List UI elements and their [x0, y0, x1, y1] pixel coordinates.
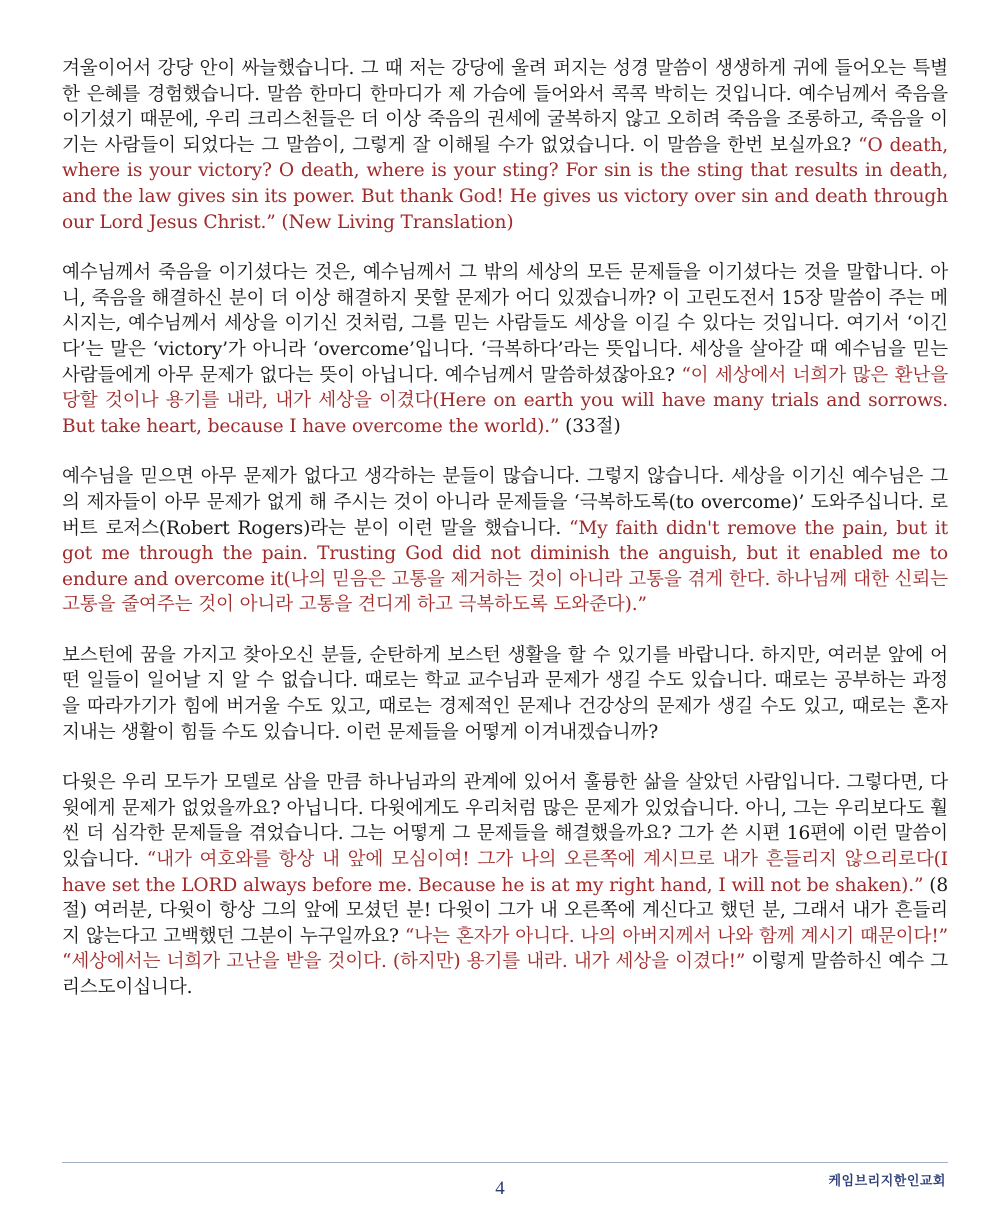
body-text: (33절): [559, 415, 621, 437]
scripture-quote: “My faith didn't remove the pain, but it got me through the pain. Trusting God did not diminish the anguish, but it enabled me to endure and overcome it(나의 믿음은 고통을 제거하는 것이 아니라 고통을 겪게 한다. 하나님께 대한 신뢰는 고통을 줄여주는 것이 아니라 고통을 견디게 하고 극복하도록 도와준다).”: [62, 517, 949, 616]
footer-divider: [62, 1162, 948, 1163]
paragraph: [62, 770, 948, 1000]
paragraph: [62, 56, 948, 235]
body-text: 이렇게 말씀하신 예수 그리스도이십니다.: [62, 951, 948, 998]
page-number: 4: [495, 1178, 505, 1199]
document-body: [62, 56, 948, 1026]
body-text: 겨울이어서 강당 안이 싸늘했습니다. 그 때 저는 강당에 울려 퍼지는 성경 말씀이 생생하게 귀에 들어오는 특별한 은혜를 경험했습니다. 말씀 한마디 한마디가 제 가슴에 들어와서 콕콕 박히는 것입니다. 예수님께서 죽음을 이기셨기 때문에, 우리 크리스천들은 더 이상 죽음의 권세에 굴복하지 않고 오히려 죽음을 조롱하고, 죽음을 이기는 사람들이 되었다는 그 말씀이, 그렇게 잘 이해될 수가 없었습니다. 이 말씀을 한번 보실까요?: [62, 58, 948, 156]
body-text: 예수님을 믿으면 아무 문제가 없다고 생각하는 분들이 많습니다. 그렇지 않습니다. 세상을 이기신 예수님은 그의 제자들이 아무 문제가 없게 해 주시는 것이 아니라 문제들을 ‘극복하도록(to overcome)’ 도와주십니다. 로버트 로저스(Robert Rogers)라는 분이 이런 말을 했습니다.: [62, 466, 948, 539]
paragraph: [62, 643, 948, 745]
body-text: (8절) 여러분, 다윗이 항상 그의 앞에 모셨던 분! 다윗이 그가 내 오른쪽에 계신다고 했던 분, 그래서 내가 흔들리지 않는다고 고백했던 그분이 누구일까요?: [62, 874, 948, 947]
church-name: 케임브리지한인교회: [828, 1174, 946, 1189]
scripture-quote: “내가 여호와를 항상 내 앞에 모심이여! 그가 나의 오른쪽에 계시므로 내가 흔들리지 않으리로다(I have set the LORD always before me. Because he is at my right hand, I will not be shaken).”: [62, 849, 948, 896]
scripture-quote: “나는 혼자가 아니다. 나의 아버지께서 나와 함께 계시기 때문이다!” “세상에서는 너희가 고난을 받을 것이다. (하지만) 용기를 내라. 내가 세상을 이겼다!”: [62, 925, 949, 973]
paragraph: [62, 464, 948, 618]
scripture-quote: “이 세상에서 너희가 많은 환난을 당할 것이나 용기를 내라, 내가 세상을 이겼다(Here on earth you will have many trials and sorrows. But take heart, because I have overcome the world).”: [62, 364, 949, 437]
body-text: 보스턴에 꿈을 가지고 찾아오신 분들, 순탄하게 보스턴 생활을 할 수 있기를 바랍니다. 하지만, 여러분 앞에 어떤 일들이 일어날 지 알 수 없습니다. 때로는 학교 교수님과 문제가 생길 수도 있습니다. 때로는 공부하는 과정을 따라가기가 힘에 버거울 수도 있고, 때로는 경제적인 문제나 건강상의 문제가 생길 수도 있고, 때로는 혼자 지내는 생활이 힘들 수도 있습니다. 이런 문제들을 어떻게 이겨내겠습니까?: [62, 644, 948, 743]
body-text: 다윗은 우리 모두가 모델로 삼을 만큼 하나님과의 관계에 있어서 훌륭한 삶을 살았던 사람입니다. 그렇다면, 다윗에게 문제가 없었을까요? 아닙니다. 다윗에게도 우리처럼 많은 문제가 있었습니다. 아니, 그는 우리보다도 훨씬 더 심각한 문제들을 겪었습니다. 그는 어떻게 그 문제들을 해결했을까요? 그가 쓴 시편 16편에 이런 말씀이 있습니다.: [62, 772, 948, 871]
paragraph: [62, 260, 948, 439]
body-text: 예수님께서 죽음을 이기셨다는 것은, 예수님께서 그 밖의 세상의 모든 문제들을 이기셨다는 것을 말합니다. 아니, 죽음을 해결하신 분이 더 이상 해결하지 못할 문제가 어디 있겠습니까? 이 고린도전서 15장 말씀이 주는 메시지는, 예수님께서 세상을 이기신 것처럼, 그를 믿는 사람들도 세상을 이길 수 있다는 것입니다. 여기서 ‘이긴다’는 말은 ‘victory’가 아니라 ‘overcome’입니다. ‘극복하다’라는 뜻입니다. 세상을 살아갈 때 예수님을 믿는 사람들에게 아무 문제가 없다는 뜻이 아닙니다. 예수님께서 말씀하셨잖아요?: [62, 262, 948, 386]
scripture-quote: “O death, where is your victory? O death, where is your sting? For sin is the sting that results in death, and the law gives sin its power. But thank God! He gives us victory over sin and death through our Lord Jesus Christ.” (New Living Translation): [62, 134, 948, 233]
